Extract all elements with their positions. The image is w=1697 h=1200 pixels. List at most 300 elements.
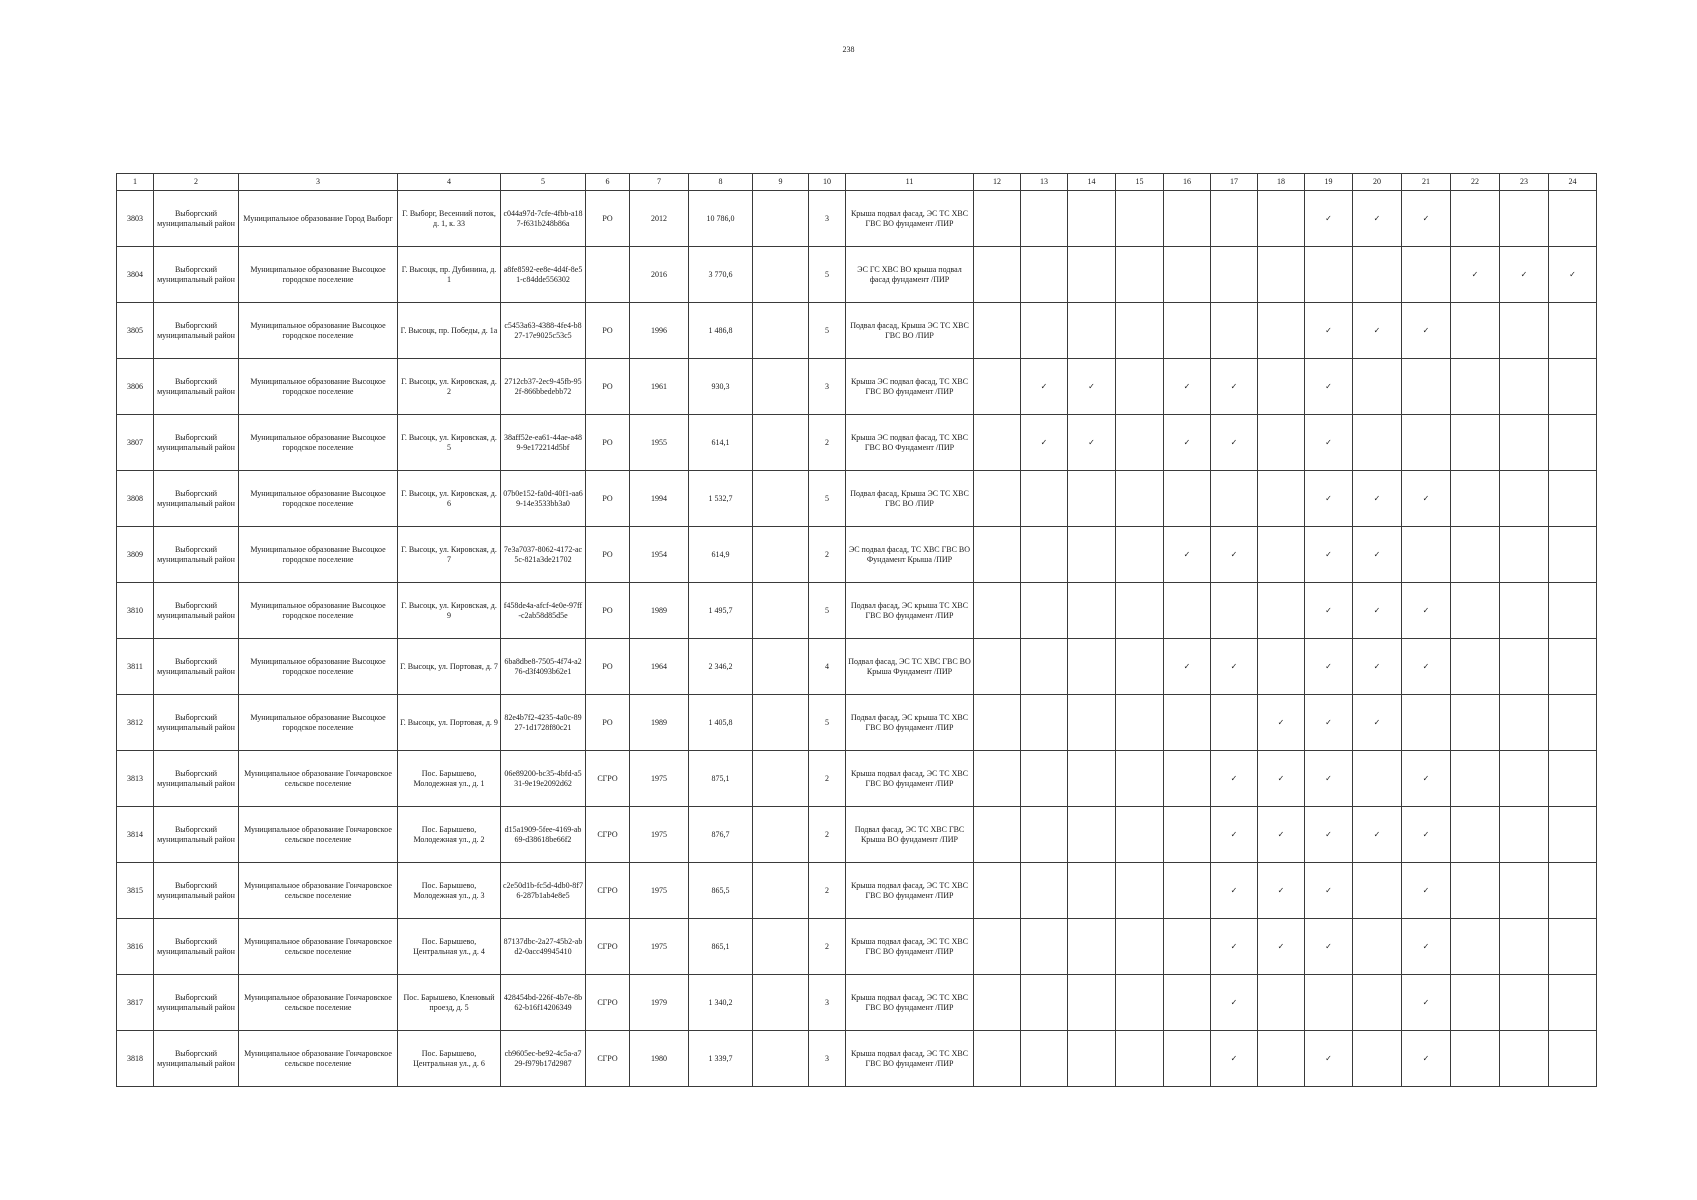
check-cell xyxy=(974,975,1021,1031)
checkmark-icon: ✓ xyxy=(1353,695,1402,751)
check-cell xyxy=(1549,639,1597,695)
checkmark-icon: ✓ xyxy=(1305,359,1353,415)
guid-cell: f458de4a-afcf-4e0e-97ff-c2ab58d85d5e xyxy=(501,583,586,639)
area-cell: 1 532,7 xyxy=(689,471,753,527)
check-cell xyxy=(1500,191,1549,247)
check-cell xyxy=(1116,303,1164,359)
check-cell xyxy=(1258,191,1305,247)
area-cell: 1 405,8 xyxy=(689,695,753,751)
check-cell xyxy=(1500,751,1549,807)
check-cell xyxy=(1258,527,1305,583)
check-cell xyxy=(1211,695,1258,751)
fund-form-cell: СГРО xyxy=(586,863,630,919)
check-cell xyxy=(1353,247,1402,303)
empty-cell xyxy=(753,807,809,863)
check-cell xyxy=(1451,191,1500,247)
check-cell xyxy=(1164,975,1211,1031)
address-cell: Г. Высоцк, ул. Кировская, д. 7 xyxy=(398,527,501,583)
register-table xyxy=(116,173,1597,1087)
column-header: 15 xyxy=(1116,174,1164,191)
empty-cell xyxy=(753,863,809,919)
guid-cell: 428454bd-226f-4b7e-8b62-b16f14206349 xyxy=(501,975,586,1031)
floors-cell: 2 xyxy=(809,863,846,919)
column-header: 1 xyxy=(117,174,154,191)
check-cell xyxy=(1402,415,1451,471)
column-header: 11 xyxy=(846,174,974,191)
checkmark-icon: ✓ xyxy=(1211,975,1258,1031)
check-cell xyxy=(1549,527,1597,583)
district-cell: Выборгский муниципальный район xyxy=(154,695,239,751)
checkmark-icon: ✓ xyxy=(1353,583,1402,639)
column-header: 13 xyxy=(1021,174,1068,191)
check-cell xyxy=(1451,303,1500,359)
check-cell xyxy=(1021,527,1068,583)
guid-cell: 82e4b7f2-4235-4a0c-8927-1d1728f80c21 xyxy=(501,695,586,751)
year-cell: 1975 xyxy=(630,751,689,807)
check-cell xyxy=(1164,1031,1211,1087)
check-cell xyxy=(1500,303,1549,359)
area-cell: 2 346,2 xyxy=(689,639,753,695)
check-cell xyxy=(974,247,1021,303)
check-cell xyxy=(1211,247,1258,303)
floors-cell: 5 xyxy=(809,247,846,303)
fund-form-cell: РО xyxy=(586,303,630,359)
row-number-cell: 3811 xyxy=(117,639,154,695)
guid-cell: d15a1909-5fee-4169-ab69-d38618be66f2 xyxy=(501,807,586,863)
fund-form-cell: РО xyxy=(586,191,630,247)
checkmark-icon: ✓ xyxy=(1211,527,1258,583)
year-cell: 2012 xyxy=(630,191,689,247)
check-cell xyxy=(1451,863,1500,919)
empty-cell xyxy=(753,527,809,583)
check-cell xyxy=(1258,303,1305,359)
address-cell: Пос. Барышево, Молодежная ул., д. 3 xyxy=(398,863,501,919)
district-cell: Выборгский муниципальный район xyxy=(154,863,239,919)
check-cell xyxy=(974,415,1021,471)
check-cell xyxy=(1068,527,1116,583)
table-row xyxy=(117,247,1597,303)
column-header: 22 xyxy=(1451,174,1500,191)
check-cell xyxy=(1116,919,1164,975)
check-cell xyxy=(1258,1031,1305,1087)
check-cell xyxy=(1021,191,1068,247)
checkmark-icon: ✓ xyxy=(1305,919,1353,975)
check-cell xyxy=(1353,919,1402,975)
check-cell xyxy=(1500,583,1549,639)
check-cell xyxy=(1116,975,1164,1031)
row-number-cell: 3814 xyxy=(117,807,154,863)
address-cell: Г. Высоцк, ул. Портовая, д. 7 xyxy=(398,639,501,695)
check-cell xyxy=(974,191,1021,247)
row-number-cell: 3808 xyxy=(117,471,154,527)
check-cell xyxy=(1116,471,1164,527)
column-header: 21 xyxy=(1402,174,1451,191)
check-cell xyxy=(1451,1031,1500,1087)
check-cell xyxy=(1258,471,1305,527)
check-cell xyxy=(1116,863,1164,919)
district-cell: Выборгский муниципальный район xyxy=(154,303,239,359)
check-cell xyxy=(1211,191,1258,247)
address-cell: Г. Высоцк, ул. Кировская, д. 5 xyxy=(398,415,501,471)
check-cell xyxy=(1116,1031,1164,1087)
address-cell: Пос. Барышево, Центральная ул., д. 4 xyxy=(398,919,501,975)
checkmark-icon: ✓ xyxy=(1353,303,1402,359)
check-cell xyxy=(1353,359,1402,415)
area-cell: 3 770,6 xyxy=(689,247,753,303)
check-cell xyxy=(1116,807,1164,863)
empty-cell xyxy=(753,415,809,471)
check-cell xyxy=(1164,191,1211,247)
check-cell xyxy=(1500,975,1549,1031)
table-row xyxy=(117,359,1597,415)
check-cell xyxy=(1451,639,1500,695)
check-cell xyxy=(974,695,1021,751)
empty-cell xyxy=(753,695,809,751)
check-cell xyxy=(1500,471,1549,527)
check-cell xyxy=(1021,863,1068,919)
check-cell xyxy=(974,471,1021,527)
area-cell: 614,9 xyxy=(689,527,753,583)
row-number-cell: 3804 xyxy=(117,247,154,303)
check-cell xyxy=(1549,583,1597,639)
check-cell xyxy=(1353,975,1402,1031)
row-number-cell: 3805 xyxy=(117,303,154,359)
table-row xyxy=(117,695,1597,751)
check-cell xyxy=(1164,807,1211,863)
check-cell xyxy=(1451,975,1500,1031)
area-cell: 930,3 xyxy=(689,359,753,415)
check-cell xyxy=(1164,247,1211,303)
check-cell xyxy=(1068,807,1116,863)
checkmark-icon: ✓ xyxy=(1211,863,1258,919)
guid-cell: 06e89200-bc35-4bfd-a531-9e19e2092d62 xyxy=(501,751,586,807)
municipality-cell: Муниципальное образование Высоцкое городское поселение xyxy=(239,527,398,583)
check-cell xyxy=(1021,1031,1068,1087)
row-number-cell: 3813 xyxy=(117,751,154,807)
column-header: 5 xyxy=(501,174,586,191)
address-cell: Пос. Барышево, Молодежная ул., д. 1 xyxy=(398,751,501,807)
check-cell xyxy=(1068,303,1116,359)
guid-cell: c044a97d-7cfe-4fbb-a187-f631b248b86a xyxy=(501,191,586,247)
table-row xyxy=(117,751,1597,807)
check-cell xyxy=(1258,639,1305,695)
check-cell xyxy=(1353,415,1402,471)
checkmark-icon: ✓ xyxy=(1211,415,1258,471)
column-header: 3 xyxy=(239,174,398,191)
fund-form-cell: РО xyxy=(586,639,630,695)
check-cell xyxy=(974,359,1021,415)
check-cell xyxy=(974,303,1021,359)
checkmark-icon: ✓ xyxy=(1305,527,1353,583)
works-cell: Крыша ЭС подвал фасад, ТС ХВС ГВС ВО фундамент /ПИР xyxy=(846,359,974,415)
check-cell xyxy=(1021,695,1068,751)
check-cell xyxy=(1164,695,1211,751)
year-cell: 1989 xyxy=(630,583,689,639)
works-cell: Крыша подвал фасад, ЭС ТС ХВС ГВС ВО фундамент /ПИР xyxy=(846,863,974,919)
check-cell xyxy=(1500,527,1549,583)
address-cell: Г. Высоцк, ул. Кировская, д. 9 xyxy=(398,583,501,639)
check-cell xyxy=(1211,303,1258,359)
checkmark-icon: ✓ xyxy=(1021,359,1068,415)
row-number-cell: 3818 xyxy=(117,1031,154,1087)
works-cell: ЭС ГС ХВС ВО крыша подвал фасад фундамент /ПИР xyxy=(846,247,974,303)
guid-cell: 87137dbc-2a27-45b2-abd2-0acc49945410 xyxy=(501,919,586,975)
check-cell xyxy=(1068,191,1116,247)
column-header: 12 xyxy=(974,174,1021,191)
checkmark-icon: ✓ xyxy=(1211,639,1258,695)
check-cell xyxy=(1353,863,1402,919)
check-cell xyxy=(1164,303,1211,359)
check-cell xyxy=(1068,247,1116,303)
works-cell: Крыша подвал фасад, ЭС ТС ХВС ГВС ВО фундамент /ПИР xyxy=(846,919,974,975)
empty-cell xyxy=(753,919,809,975)
check-cell xyxy=(1258,359,1305,415)
check-cell xyxy=(1068,1031,1116,1087)
column-header: 9 xyxy=(753,174,809,191)
floors-cell: 2 xyxy=(809,527,846,583)
check-cell xyxy=(1549,415,1597,471)
municipality-cell: Муниципальное образование Гончаровское сельское поселение xyxy=(239,863,398,919)
fund-form-cell: СГРО xyxy=(586,751,630,807)
works-cell: Крыша ЭС подвал фасад, ТС ХВС ГВС ВО Фундамент /ПИР xyxy=(846,415,974,471)
area-cell: 1 339,7 xyxy=(689,1031,753,1087)
checkmark-icon: ✓ xyxy=(1211,919,1258,975)
year-cell: 1994 xyxy=(630,471,689,527)
area-cell: 1 495,7 xyxy=(689,583,753,639)
column-header: 17 xyxy=(1211,174,1258,191)
check-cell xyxy=(1068,863,1116,919)
checkmark-icon: ✓ xyxy=(1068,415,1116,471)
check-cell xyxy=(974,527,1021,583)
district-cell: Выборгский муниципальный район xyxy=(154,639,239,695)
works-cell: Подвал фасад, ЭС ТС ХВС ГВС Крыша ВО фундамент /ПИР xyxy=(846,807,974,863)
municipality-cell: Муниципальное образование Гончаровское сельское поселение xyxy=(239,807,398,863)
check-cell xyxy=(1021,583,1068,639)
year-cell: 1975 xyxy=(630,919,689,975)
check-cell xyxy=(1116,695,1164,751)
check-cell xyxy=(1211,471,1258,527)
municipality-cell: Муниципальное образование Высоцкое городское поселение xyxy=(239,359,398,415)
guid-cell: 07b0e152-fa0d-40f1-aa69-14e3533bb3a0 xyxy=(501,471,586,527)
year-cell: 1961 xyxy=(630,359,689,415)
empty-cell xyxy=(753,639,809,695)
table-row xyxy=(117,191,1597,247)
checkmark-icon: ✓ xyxy=(1305,1031,1353,1087)
check-cell xyxy=(1549,863,1597,919)
checkmark-icon: ✓ xyxy=(1211,807,1258,863)
checkmark-icon: ✓ xyxy=(1258,695,1305,751)
table-row xyxy=(117,639,1597,695)
checkmark-icon: ✓ xyxy=(1305,303,1353,359)
checkmark-icon: ✓ xyxy=(1353,807,1402,863)
check-cell xyxy=(1116,247,1164,303)
column-header: 14 xyxy=(1068,174,1116,191)
checkmark-icon: ✓ xyxy=(1305,583,1353,639)
floors-cell: 5 xyxy=(809,583,846,639)
row-number-cell: 3815 xyxy=(117,863,154,919)
district-cell: Выборгский муниципальный район xyxy=(154,807,239,863)
column-header: 8 xyxy=(689,174,753,191)
address-cell: Пос. Барышево, Центральная ул., д. 6 xyxy=(398,1031,501,1087)
checkmark-icon: ✓ xyxy=(1402,639,1451,695)
check-cell xyxy=(1451,695,1500,751)
check-cell xyxy=(1451,583,1500,639)
municipality-cell: Муниципальное образование Высоцкое городское поселение xyxy=(239,695,398,751)
column-header: 20 xyxy=(1353,174,1402,191)
municipality-cell: Муниципальное образование Высоцкое городское поселение xyxy=(239,471,398,527)
year-cell: 1980 xyxy=(630,1031,689,1087)
address-cell: Г. Высоцк, ул. Кировская, д. 2 xyxy=(398,359,501,415)
table-row xyxy=(117,975,1597,1031)
check-cell xyxy=(1164,919,1211,975)
check-cell xyxy=(1549,303,1597,359)
district-cell: Выборгский муниципальный район xyxy=(154,471,239,527)
municipality-cell: Муниципальное образование Гончаровское сельское поселение xyxy=(239,1031,398,1087)
check-cell xyxy=(974,1031,1021,1087)
check-cell xyxy=(974,751,1021,807)
check-cell xyxy=(1211,583,1258,639)
check-cell xyxy=(1068,639,1116,695)
works-cell: Крыша подвал фасад, ЭС ТС ХВС ГВС ВО фундамент /ПИР xyxy=(846,975,974,1031)
fund-form-cell: РО xyxy=(586,415,630,471)
checkmark-icon: ✓ xyxy=(1451,247,1500,303)
municipality-cell: Муниципальное образование Высоцкое городское поселение xyxy=(239,247,398,303)
check-cell xyxy=(1451,359,1500,415)
row-number-cell: 3803 xyxy=(117,191,154,247)
floors-cell: 5 xyxy=(809,471,846,527)
address-cell: Г. Высоцк, пр. Дубинина, д. 1 xyxy=(398,247,501,303)
floors-cell: 2 xyxy=(809,807,846,863)
floors-cell: 5 xyxy=(809,695,846,751)
checkmark-icon: ✓ xyxy=(1164,359,1211,415)
checkmark-icon: ✓ xyxy=(1402,471,1451,527)
check-cell xyxy=(1402,247,1451,303)
row-number-cell: 3807 xyxy=(117,415,154,471)
check-cell xyxy=(1353,1031,1402,1087)
fund-form-cell: РО xyxy=(586,471,630,527)
area-cell: 875,1 xyxy=(689,751,753,807)
checkmark-icon: ✓ xyxy=(1353,471,1402,527)
check-cell xyxy=(1068,695,1116,751)
works-cell: Подвал фасад, ЭС ТС ХВС ГВС ВО Крыша Фундамент /ПИР xyxy=(846,639,974,695)
row-number-cell: 3812 xyxy=(117,695,154,751)
row-number-cell: 3809 xyxy=(117,527,154,583)
check-cell xyxy=(1258,415,1305,471)
row-number-cell: 3806 xyxy=(117,359,154,415)
works-cell: Подвал фасад, Крыша ЭС ТС ХВС ГВС ВО /ПИР xyxy=(846,471,974,527)
check-cell xyxy=(974,807,1021,863)
works-cell: Крыша подвал фасад, ЭС ТС ХВС ГВС ВО фундамент /ПИР xyxy=(846,1031,974,1087)
check-cell xyxy=(1500,359,1549,415)
check-cell xyxy=(1116,527,1164,583)
checkmark-icon: ✓ xyxy=(1402,583,1451,639)
check-cell xyxy=(1451,415,1500,471)
column-header: 24 xyxy=(1549,174,1597,191)
area-cell: 614,1 xyxy=(689,415,753,471)
year-cell: 1975 xyxy=(630,863,689,919)
column-header: 23 xyxy=(1500,174,1549,191)
fund-form-cell: РО xyxy=(586,583,630,639)
year-cell: 1979 xyxy=(630,975,689,1031)
guid-cell: c5453a63-4388-4fe4-b827-17e9025c53c5 xyxy=(501,303,586,359)
guid-cell: 6ba8dbe8-7505-4f74-a276-d3f4093b62e1 xyxy=(501,639,586,695)
guid-cell: 2712cb37-2ec9-45fb-952f-866bbedebb72 xyxy=(501,359,586,415)
check-cell xyxy=(1549,1031,1597,1087)
check-cell xyxy=(1116,191,1164,247)
area-cell: 876,7 xyxy=(689,807,753,863)
check-cell xyxy=(1164,471,1211,527)
address-cell: Г. Высоцк, пр. Победы, д. 1а xyxy=(398,303,501,359)
row-number-cell: 3816 xyxy=(117,919,154,975)
checkmark-icon: ✓ xyxy=(1353,639,1402,695)
check-cell xyxy=(1116,415,1164,471)
floors-cell: 2 xyxy=(809,919,846,975)
checkmark-icon: ✓ xyxy=(1353,527,1402,583)
checkmark-icon: ✓ xyxy=(1211,1031,1258,1087)
table-row xyxy=(117,863,1597,919)
check-cell xyxy=(1500,863,1549,919)
address-cell: Пос. Барышево, Молодежная ул., д. 2 xyxy=(398,807,501,863)
address-cell: Г. Высоцк, ул. Портовая, д. 9 xyxy=(398,695,501,751)
empty-cell xyxy=(753,303,809,359)
empty-cell xyxy=(753,1031,809,1087)
column-header: 16 xyxy=(1164,174,1211,191)
check-cell xyxy=(1021,751,1068,807)
check-cell xyxy=(1258,247,1305,303)
municipality-cell: Муниципальное образование Город Выборг xyxy=(239,191,398,247)
floors-cell: 4 xyxy=(809,639,846,695)
check-cell xyxy=(1353,751,1402,807)
empty-cell xyxy=(753,191,809,247)
check-cell xyxy=(1500,807,1549,863)
check-cell xyxy=(1021,639,1068,695)
fund-form-cell xyxy=(586,247,630,303)
guid-cell: c2e50d1b-fc5d-4db0-8f76-287b1ab4e8e5 xyxy=(501,863,586,919)
table-row xyxy=(117,415,1597,471)
check-cell xyxy=(1500,695,1549,751)
check-cell xyxy=(1451,471,1500,527)
check-cell xyxy=(1116,639,1164,695)
check-cell xyxy=(1500,919,1549,975)
area-cell: 865,5 xyxy=(689,863,753,919)
empty-cell xyxy=(753,247,809,303)
check-cell xyxy=(1258,583,1305,639)
floors-cell: 3 xyxy=(809,359,846,415)
check-cell xyxy=(1402,527,1451,583)
checkmark-icon: ✓ xyxy=(1402,807,1451,863)
checkmark-icon: ✓ xyxy=(1258,919,1305,975)
district-cell: Выборгский муниципальный район xyxy=(154,527,239,583)
district-cell: Выборгский муниципальный район xyxy=(154,415,239,471)
municipality-cell: Муниципальное образование Гончаровское сельское поселение xyxy=(239,919,398,975)
column-header: 6 xyxy=(586,174,630,191)
year-cell: 1975 xyxy=(630,807,689,863)
check-cell xyxy=(1068,975,1116,1031)
checkmark-icon: ✓ xyxy=(1402,303,1451,359)
area-cell: 10 786,0 xyxy=(689,191,753,247)
checkmark-icon: ✓ xyxy=(1305,191,1353,247)
checkmark-icon: ✓ xyxy=(1021,415,1068,471)
check-cell xyxy=(1021,303,1068,359)
year-cell: 1954 xyxy=(630,527,689,583)
checkmark-icon: ✓ xyxy=(1305,471,1353,527)
check-cell xyxy=(1549,919,1597,975)
municipality-cell: Муниципальное образование Гончаровское сельское поселение xyxy=(239,751,398,807)
checkmark-icon: ✓ xyxy=(1500,247,1549,303)
works-cell: Крыша подвал фасад, ЭС ТС ХВС ГВС ВО фундамент /ПИР xyxy=(846,751,974,807)
year-cell: 2016 xyxy=(630,247,689,303)
empty-cell xyxy=(753,471,809,527)
